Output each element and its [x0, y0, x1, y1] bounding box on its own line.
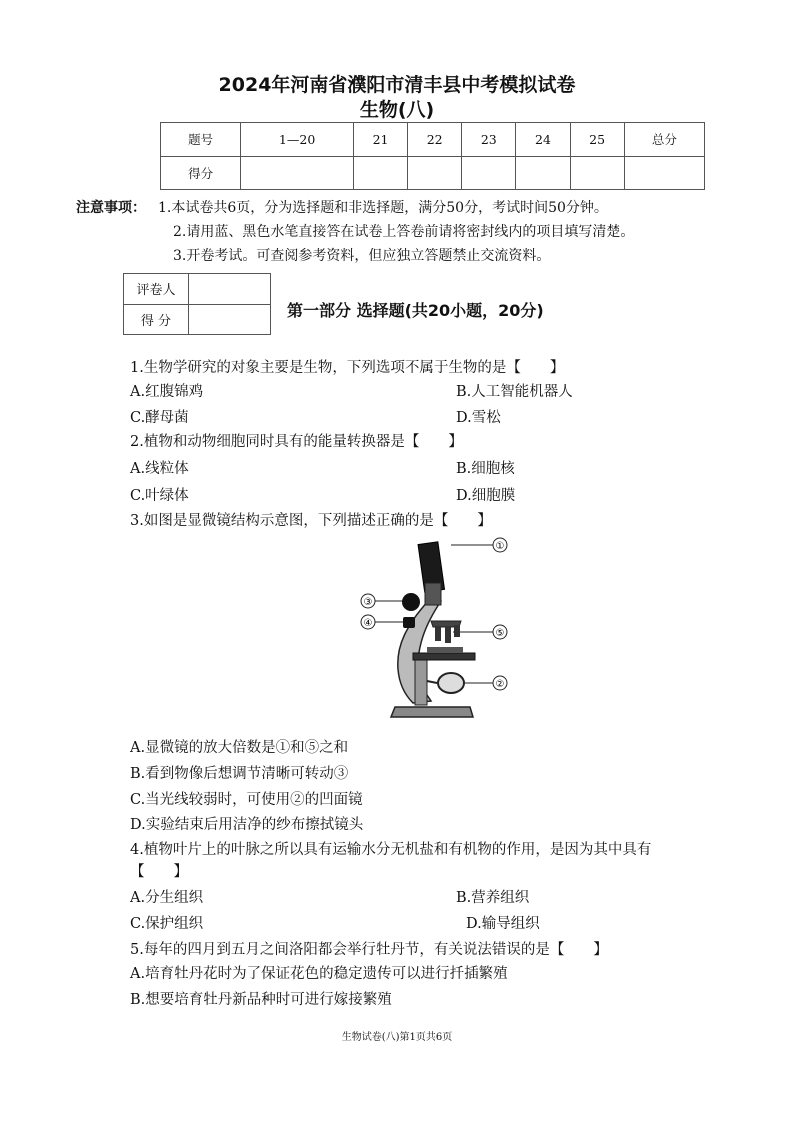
exam-title: 2024年河南省濮阳市清丰县中考模拟试卷: [218, 74, 576, 96]
exam-subtitle: 生物(八): [359, 99, 435, 121]
option: B.人工智能机器人: [456, 384, 573, 400]
option: B.营养组织: [456, 890, 530, 906]
score-cell: 题号: [161, 123, 241, 157]
option: A.显微镜的放大倍数是①和⑤之和: [130, 740, 349, 756]
question-stem: 1.生物学研究的对象主要是生物，下列选项不属于生物的是【 】: [130, 360, 565, 376]
grader-blank: [189, 274, 271, 305]
score-cell: 24: [516, 123, 570, 157]
option: A.红腹锦鸡: [130, 384, 204, 400]
question-stem: 2.植物和动物细胞同时具有的能量转换器是【 】: [130, 434, 463, 450]
score-cell: 25: [570, 123, 624, 157]
microscope-diagram: [355, 535, 515, 725]
option: A.培育牡丹花时为了保证花色的稳定遗传可以进行扦插繁殖: [130, 966, 508, 982]
question-stem: 3.如图是显微镜结构示意图，下列描述正确的是【 】: [130, 513, 492, 529]
notice-item: 3.开卷考试。可查阅参考资料，但应独立答题禁止交流资料。: [173, 248, 551, 264]
notice-item: 1.本试卷共6页，分为选择题和非选择题，满分50分，考试时间50分钟。: [158, 200, 608, 216]
grader-label: 评卷人: [124, 274, 189, 305]
option: C.叶绿体: [130, 488, 189, 504]
grader-blank: [189, 304, 271, 335]
notice-label: 注意事项：: [76, 200, 146, 216]
score-cell: 22: [408, 123, 462, 157]
score-blank: [462, 156, 516, 190]
score-cell: 得分: [161, 156, 241, 190]
question-stem: 4.植物叶片上的叶脉之所以具有运输水分无机盐和有机物的作用，是因为其中具有: [130, 842, 652, 858]
grader-label: 得 分: [124, 304, 189, 335]
diagram-label: ②: [495, 679, 505, 690]
score-blank: [624, 156, 704, 190]
option: B.想要培育牡丹新品种时可进行嫁接繁殖: [130, 992, 392, 1008]
option: A.分生组织: [130, 890, 204, 906]
score-blank: [241, 156, 354, 190]
score-table: [160, 122, 705, 190]
option: A.线粒体: [130, 461, 189, 477]
score-blank: [353, 156, 407, 190]
score-table-header-row: [161, 123, 705, 157]
option: C.当光线较弱时，可使用②的凹面镜: [130, 792, 363, 808]
option: C.酵母菌: [130, 410, 189, 426]
option: C.保护组织: [130, 916, 204, 932]
diagram-label: ①: [495, 541, 505, 552]
score-cell: 23: [462, 123, 516, 157]
score-cell: 1—20: [241, 123, 354, 157]
notice-item: 2.请用蓝、黑色水笔直接答在试卷上答卷前请将密封线内的项目填写清楚。: [173, 224, 635, 240]
question-stem: 5.每年的四月到五月之间洛阳都会举行牡丹节，有关说法错误的是【 】: [130, 942, 608, 958]
grader-table: [123, 273, 271, 335]
diagram-label: ⑤: [495, 628, 505, 639]
option: B.看到物像后想调节清晰可转动③: [130, 766, 349, 782]
score-cell: 总分: [624, 123, 704, 157]
option: D.细胞膜: [456, 488, 516, 504]
option: D.实验结束后用洁净的纱布擦拭镜头: [130, 817, 364, 833]
option: B.细胞核: [456, 461, 515, 477]
diagram-label: ④: [363, 618, 373, 629]
page-footer: 生物试卷(八)第1页共6页: [341, 1032, 453, 1043]
option: D.雪松: [456, 410, 501, 426]
score-blank: [516, 156, 570, 190]
score-blank: [408, 156, 462, 190]
option: D.输导组织: [466, 916, 540, 932]
score-cell: 21: [353, 123, 407, 157]
score-blank: [570, 156, 624, 190]
diagram-label: ③: [363, 597, 373, 608]
answer-bracket: 【 】: [130, 864, 188, 880]
score-table-score-row: [161, 156, 705, 190]
part-title: 第一部分 选择题(共20小题，20分): [287, 301, 544, 320]
